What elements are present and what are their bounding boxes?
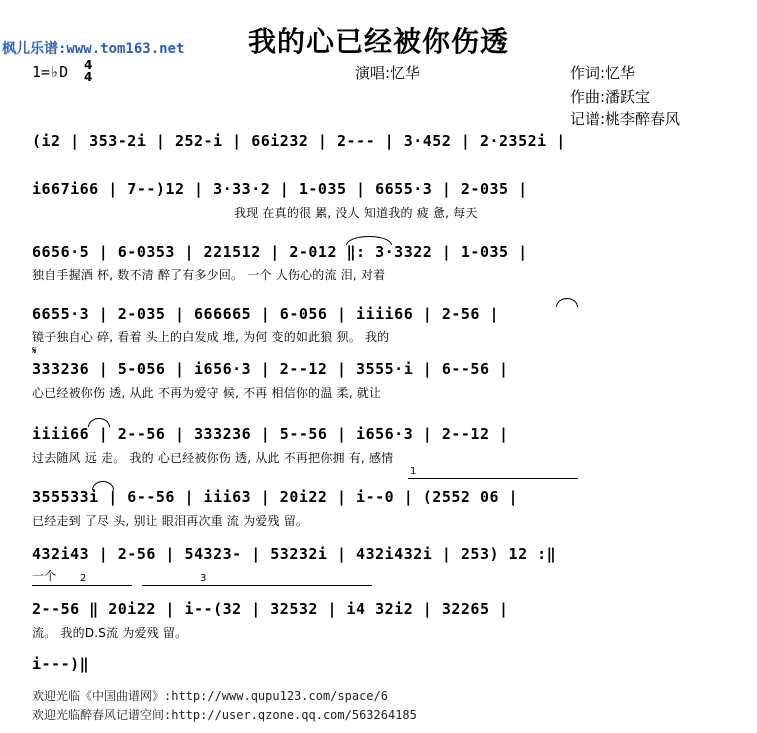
score-row-3-notes: 6656·5 | 6-0353 | 221512 | 2-012 ‖: 3·3322 | 1-035 |	[32, 243, 528, 261]
tie-mark	[88, 418, 110, 427]
score-row-5-notes: 333236 | 5-056 | i656·3 | 2--12 | 3555·i | 6--56 |	[32, 360, 509, 378]
score-row-1-notes: (i2 | 353-2i | 252-i | 66i232 | 2--- | 3·452 | 2·2352i |	[32, 132, 566, 150]
score-row-3-lyrics: 独自手握酒 杯, 数不清 醉了有多少回。 一个 人伤心的流 泪, 对着	[32, 268, 386, 282]
volta-bracket-1	[408, 466, 578, 479]
score-row-7-lyrics: 已经走到 了尽 头, 别让 眼泪再次重 流 为爱残 留。	[32, 514, 309, 528]
score-row-5-lyrics: 心已经被你伤 透, 从此 不再为爱守 候, 不再 相信你的温 柔, 就让	[32, 386, 382, 400]
time-signature-top: 4	[84, 58, 93, 72]
song-title: 我的心已经被你伤透	[247, 25, 509, 58]
score-row-6-notes: iiii66 | 2--56 | 333236 | 5--56 | i656·3 | 2--12 |	[32, 425, 509, 443]
composer-credit: 作曲:潘跃宝	[570, 88, 651, 106]
score-row-2-notes: i667i66 | 7--)12 | 3·33·2 | 1-035 | 6655·3 | 2-035 |	[32, 180, 528, 198]
lyricist-credit: 作词:忆华	[570, 64, 636, 82]
score-row-8-notes: 432i43 | 2-56 | 54323- | 53232i | 432i432i | 253) 12 :‖	[32, 545, 557, 563]
score-row-8-lyrics: 一个	[32, 569, 57, 583]
tie-mark	[92, 481, 114, 490]
tie-mark	[346, 236, 392, 245]
transcriber-credit: 记谱:桃李醉春风	[570, 110, 681, 128]
score-row-6-lyrics: 过去随风 远 走。 我的 心已经被你伤 透, 从此 不再把你拥 有, 感情	[32, 451, 394, 465]
score-row-7-notes: 355533i | 6--56 | iii63 | 20i22 | i--0 | (2552 06 |	[32, 488, 519, 506]
volta-3-number: 3	[200, 573, 207, 584]
volta-bracket-3	[142, 573, 372, 586]
score-row-9-lyrics: 流。 我的D.S流 为爱残 留。	[32, 626, 188, 640]
footer-link-qzone[interactable]: 欢迎光临醉春风记谱空间:http://user.qzone.qq.com/563264185	[32, 708, 417, 722]
score-row-10-notes: i---)‖	[32, 655, 90, 673]
volta-2-number: 2	[80, 573, 87, 584]
score-row-4-lyrics: 镜子独自心 碎, 看着 头上的白发成 堆, 为何 变的如此狼 狈。 我的	[32, 330, 390, 344]
singer-credit: 演唱:忆华	[355, 64, 421, 82]
footer-link-qupu[interactable]: 欢迎光临《中国曲谱网》:http://www.qupu123.com/space/6	[32, 689, 388, 703]
key-signature: 1=♭D	[32, 63, 69, 81]
time-signature-bottom: 4	[84, 70, 93, 84]
score-row-9-notes: 2--56 ‖ 20i22 | i--(32 | 32532 | i4 32i2 | 32265 |	[32, 600, 509, 618]
score-row-4-notes: 6655·3 | 2-035 | 666665 | 6-056 | iiii66 | 2-56 |	[32, 305, 500, 323]
site-watermark: 枫儿乐谱:www.tom163.net	[2, 41, 185, 57]
tie-mark	[556, 298, 578, 307]
volta-1-number: 1	[410, 466, 417, 477]
segno-mark: 𝄋	[32, 344, 37, 357]
score-row-2-lyrics: 我现 在真的很 累, 没人 知道我的 疲 惫, 每天	[234, 206, 478, 220]
time-signature	[84, 59, 92, 83]
